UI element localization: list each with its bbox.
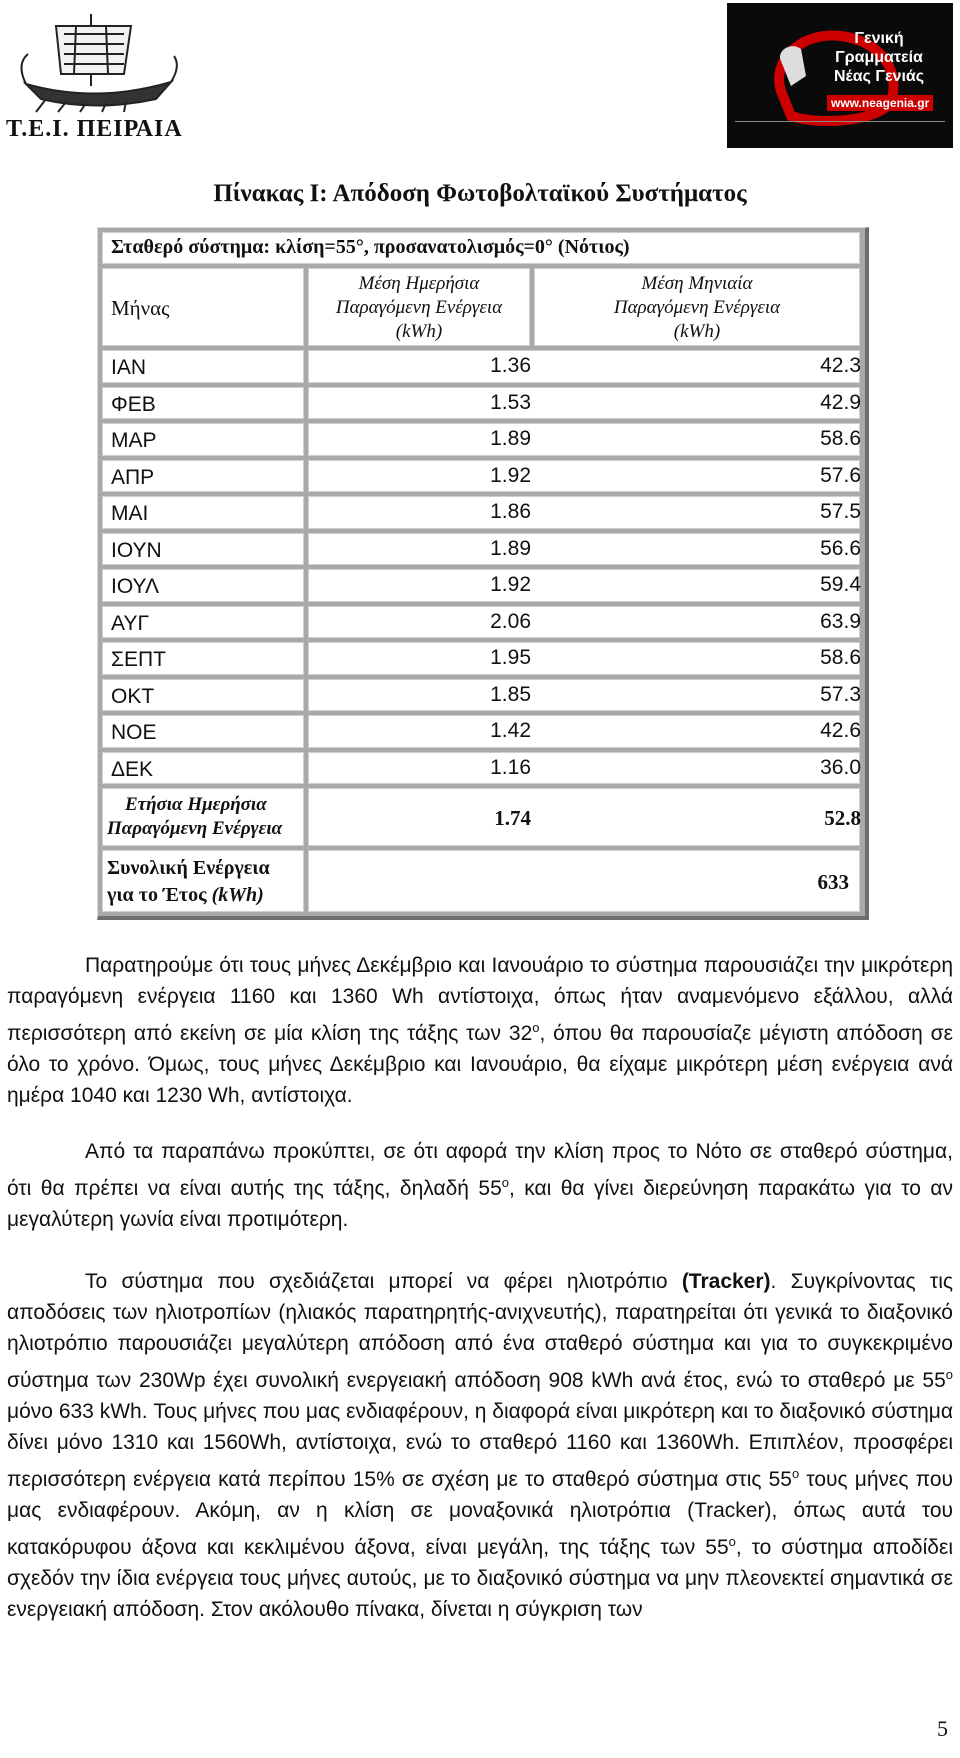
logo-caption: Τ.Ε.Ι. ΠΕΙΡΑΙΑ — [6, 116, 183, 142]
table-row-month: ΜΑΡ — [102, 423, 304, 456]
col-monthly-header: Μέση Μηνιαία Παραγόμενη Ενέργεια (kWh) — [534, 268, 860, 346]
energy-table — [97, 227, 869, 920]
total-value: 633 — [817, 870, 849, 894]
logo-url: www.neagenia.gr — [827, 95, 933, 111]
table-row-values — [308, 423, 860, 456]
table-row-values — [308, 752, 860, 785]
table-row-month: ΝΟΕ — [102, 715, 304, 748]
monthly-value: 58.6 — [820, 646, 861, 669]
annual-values-cell — [308, 788, 860, 846]
total-value-cell — [308, 850, 860, 912]
table-row-values — [308, 533, 860, 566]
ship-icon — [6, 4, 186, 114]
daily-value: 1.16 — [490, 755, 531, 779]
table-title: Πίνακας Ι: Απόδοση Φωτοβολταϊκού Συστήματος — [213, 180, 747, 207]
table-row-values — [308, 350, 860, 383]
monthly-value: 42.6 — [820, 719, 861, 742]
table-row-month: ΙΟΥΛ — [102, 569, 304, 602]
monthly-value: 36.0 — [820, 755, 861, 779]
daily-value: 1.85 — [490, 682, 531, 706]
table-row-month: ΙΑΝ — [102, 350, 304, 383]
annual-monthly-value: 52.8 — [824, 806, 861, 830]
system-caption: Σταθερό σύστημα: κλίση=55°, προσανατολισμός=0° (Νότιος) — [102, 232, 860, 264]
table-row-values — [308, 606, 860, 639]
col-month-header: Μήνας — [102, 268, 304, 346]
paragraph-3: Το σύστημα που σχεδιάζεται μπορεί να φέρει ηλιοτρόπιο (Tracker). Συγκρίνοντας τις αποδόσεις των ηλιοτροπίων (ηλιακός παρατηρητής-ανιχνευτής), παρατηρείται ότι γενικά το διαξονικό ηλιοτρόπιο παρουσιάζει μεγαλύτερη απόδοση από ένα σταθερό σύστημα και για το συγκεκριμένο σύστημα των 230Wp έχει συνολική ενεργειακή απόδοση 908 kWh ανά έτος, ενώ το σταθερό με $55^o$ μόνο 633 kWh. Τους μήνες που μας ενδιαφέρουν, η διαφορά είναι μικρότερη και το διαξονικό σύστημα δίνει μόνο 1310 και 1560Wh, αντίστοιχα, ενώ το σταθερό 1160 και 1360Wh. Επιπλέον, προσφέρει περισσότερη ενέργεια κατά περίπου 15% σε σχέση με το σταθερό σύστημα στις $55^o$ τους μήνες που μας ενδιαφέρουν. Ακόμη, αν η κλίση σε μοναξονικά ηλιοτρόπια (Tracker), όπως αυτά του κατακόρυφου άξονα και κεκλιμένου άξονα, είναι μεγάλη, της τάξης των $55^o$, το σύστημα αποδίδει σχεδόν την ίδια ενέργεια τους μήνες αυτούς, με το διαξονικό σύστημα να μην πλεονεκτεί σημαντικά σε ενεργειακή απόδοση. Στον ακόλουθο πίνακα, δίνεται η σύγκριση των — [7, 1270, 953, 1621]
daily-value: 2.06 — [490, 609, 531, 633]
logo-divider — [735, 121, 945, 128]
monthly-value: 57.6 — [820, 463, 861, 487]
paragraph-2: Από τα παραπάνω προκύπτει, σε ότι αφορά την κλίση προς το Νότο σε σταθερό σύστημα, ότι θα πρέπει να είναι αυτής της τάξης, δηλαδή $55^o$, και θα γίνει διερεύνηση παρακάτω για το αν μεγαλύτερη γωνία είναι προτιμότερη. — [7, 1140, 953, 1231]
table-row-month: ΙΟΥΝ — [102, 533, 304, 566]
daily-value: 1.89 — [490, 427, 531, 450]
monthly-value: 56.6 — [820, 536, 861, 560]
monthly-value: 57.5 — [820, 500, 861, 523]
table-row-month: ΦΕΒ — [102, 387, 304, 420]
monthly-value: 59.4 — [820, 573, 861, 596]
annual-label: Ετήσια Ημερήσια Παραγόμενη Ενέργεια — [102, 788, 304, 846]
table-row-values — [308, 387, 860, 420]
table-row-values — [308, 715, 860, 748]
table-row-values — [308, 642, 860, 675]
logo-title: Γενική Γραμματεία Νέας Γενιάς — [833, 30, 925, 85]
total-label: Συνολική Ενέργεια για το Έτος (kWh) — [102, 850, 304, 912]
tei-piraeus-logo — [6, 4, 186, 144]
daily-value: 1.36 — [490, 354, 531, 377]
daily-value: 1.86 — [490, 500, 531, 523]
col-daily-header: Μέση Ημερήσια Παραγόμενη Ενέργεια (kWh) — [308, 268, 530, 346]
page-number: 5 — [937, 1716, 948, 1741]
annual-daily-value: 1.74 — [494, 806, 531, 830]
monthly-value: 57.3 — [820, 682, 861, 706]
table-row-month: ΔΕΚ — [102, 752, 304, 785]
table-row-month: ΟΚΤ — [102, 679, 304, 712]
daily-value: 1.92 — [490, 463, 531, 487]
daily-value: 1.42 — [490, 719, 531, 742]
daily-value: 1.89 — [490, 536, 531, 560]
daily-value: 1.92 — [490, 573, 531, 596]
table-row-values — [308, 496, 860, 529]
table-row-values — [308, 460, 860, 493]
paragraph-1: Παρατηρούμε ότι τους μήνες Δεκέμβριο και Ιανουάριο το σύστημα παρουσιάζει την μικρότερη παραγόμενη ενέργεια 1160 και 1360 Wh αντίστοιχα, όπως ήταν αναμενόμενο εξάλλου, αλλά περισσότερη από εκείνη σε μία κλίση της τάξης των $32^o$, όπου θα παρουσίαζε μέγιστη απόδοση σε όλο το χρόνο. Όμως, τους μήνες Δεκέμβριο και Ιανουάριο, θα είχαμε μικρότερη μέση ενέργεια ανά ημέρα 1040 και 1230 Wh, αντίστοιχα. — [7, 954, 953, 1107]
neagenia-logo — [727, 3, 953, 148]
table-row-values — [308, 679, 860, 712]
table-row-month: ΣΕΠΤ — [102, 642, 304, 675]
monthly-value: 63.9 — [820, 609, 861, 633]
daily-value: 1.95 — [490, 646, 531, 669]
monthly-value: 58.6 — [820, 427, 861, 450]
monthly-value: 42.3 — [820, 354, 861, 377]
daily-value: 1.53 — [490, 390, 531, 414]
monthly-value: 42.9 — [820, 390, 861, 414]
table-row-month: ΑΥΓ — [102, 606, 304, 639]
table-row-month: ΑΠΡ — [102, 460, 304, 493]
table-row-month: ΜΑΙ — [102, 496, 304, 529]
table-row-values — [308, 569, 860, 602]
